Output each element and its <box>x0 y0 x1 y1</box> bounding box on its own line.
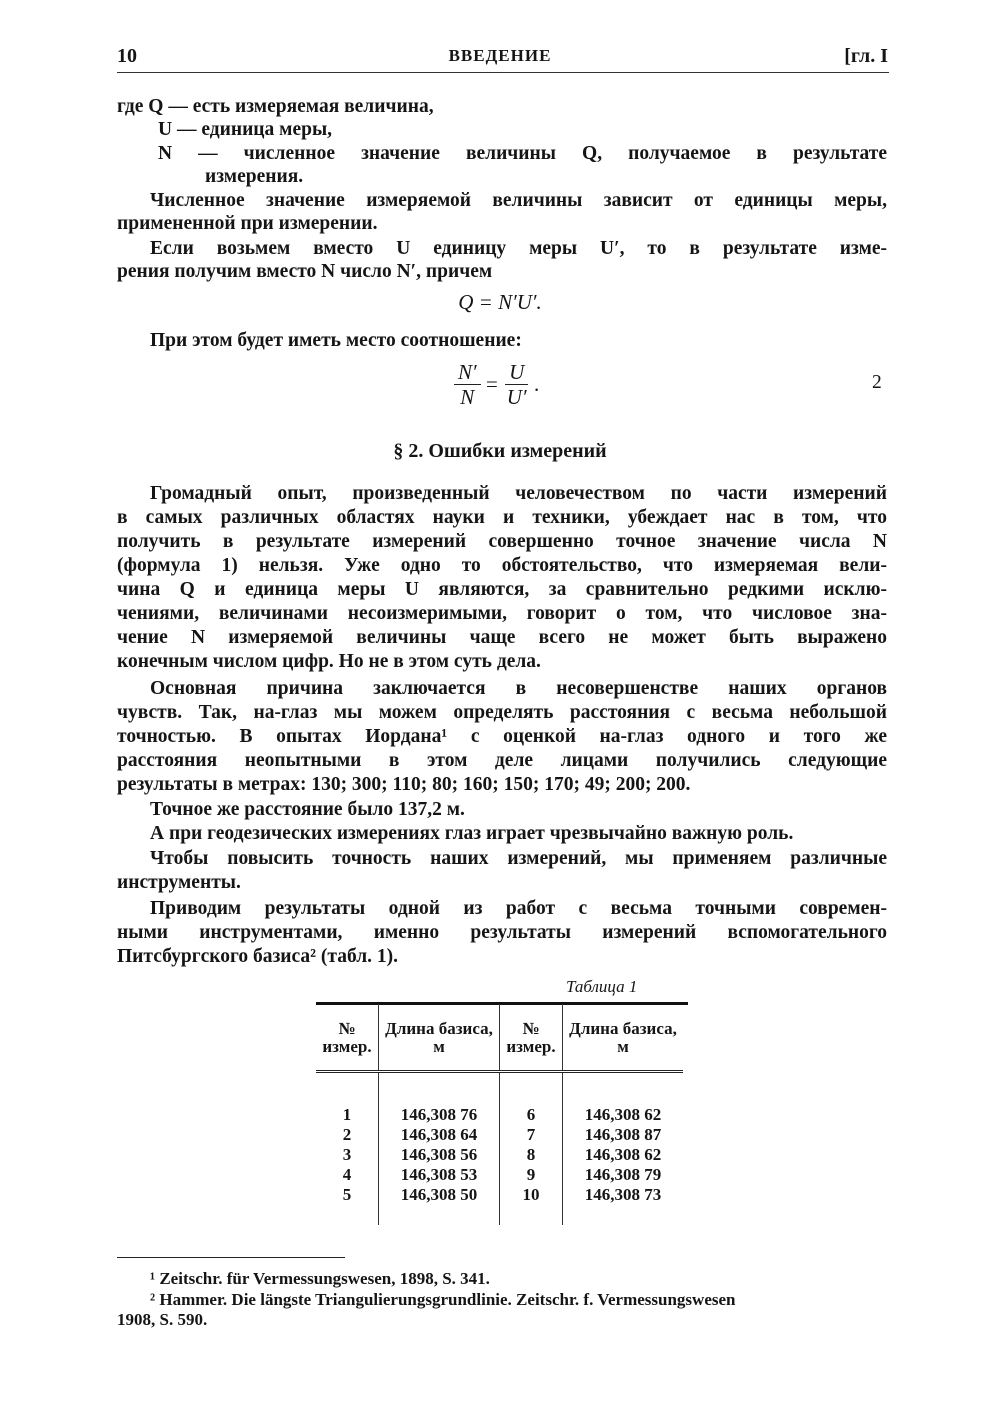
paragraph-line: (формула 1) нельзя. Уже одно то обстоятельство, что измеряемая вели- <box>117 555 887 576</box>
definition-n: N — численное значение величины Q, получаемое в результате <box>158 143 887 164</box>
paragraph-line: Основная причина заключается в несовершенстве наших органов <box>150 678 887 699</box>
column-header: Длина базиса, м <box>379 1004 500 1072</box>
table-cell: 6 7 8 9 10 <box>500 1072 563 1226</box>
chapter-label: [гл. I <box>844 45 888 67</box>
fraction-numerator: N′ <box>454 360 481 385</box>
formula-1: Q = N′U′. <box>458 290 542 314</box>
paragraph-line: результаты в метрах: 130; 300; 110; 80; 160; 150; 170; 49; 200; 200. <box>117 774 691 795</box>
fraction-numerator: U <box>505 360 528 385</box>
column-header: № измер. <box>316 1004 379 1072</box>
paragraph-line: Точное же расстояние было 137,2 м. <box>150 799 465 820</box>
paragraph-line: примененной при измерении. <box>117 213 378 234</box>
paragraph-line: А при геодезических измерениях глаз играет чрезвычайно важную роль. <box>150 823 794 844</box>
paragraph-line: расстояния неопытными в этом деле лицами получились следующие <box>117 750 887 771</box>
formula-end: . <box>534 372 540 396</box>
paragraph-line: инструменты. <box>117 872 241 893</box>
table-cell: 146,308 62 146,308 87 146,308 62 146,308 79 146,308 73 <box>584 1105 662 1204</box>
measurements-table <box>316 1004 683 1225</box>
paragraph-line: чениями, величинами несоизмеримыми, говорит о том, что числовое зна- <box>117 603 887 624</box>
formula-number: 2 <box>872 372 882 393</box>
equals-sign: = <box>484 372 499 396</box>
fraction-denominator: U′ <box>506 385 527 409</box>
section-title: § 2. Ошибки измерений <box>393 440 607 462</box>
paragraph-line: чение N измеряемой величины чаще всего не может быть выражено <box>117 627 887 648</box>
table-cell: 1 2 3 4 5 <box>316 1072 379 1226</box>
formula-2 <box>450 360 540 409</box>
definition-q: где Q — есть измеряемая величина, <box>117 96 434 117</box>
page-number: 10 <box>117 45 137 67</box>
column-header: № измер. <box>500 1004 563 1072</box>
paragraph-line: Громадный опыт, произведенный человечеством по части измерений <box>150 483 887 504</box>
table-cell: 146,308 76 146,308 64 146,308 56 146,308 53 146,308 50 <box>379 1072 500 1226</box>
paragraph-line: Если возьмем вместо U единицу меры U′, то в результате изме- <box>150 238 887 259</box>
fraction-denominator: N <box>460 385 475 409</box>
footnote-rule <box>117 1257 345 1258</box>
table-caption: Таблица 1 <box>566 977 638 996</box>
paragraph-line: конечным числом цифр. Но не в этом суть дела. <box>117 651 541 672</box>
paragraph-line: Приводим результаты одной из работ с весьма точными современ- <box>150 898 887 919</box>
header-rule <box>117 72 889 73</box>
paragraph-line: рения получим вместо N число N′, причем <box>117 261 493 282</box>
footnote-2-cont: 1908, S. 590. <box>117 1310 208 1329</box>
column-header: Длина базиса, м <box>569 1019 677 1056</box>
paragraph-line: чувств. Так, на-глаз мы можем определять расстояния с весьма небольшой <box>117 702 887 723</box>
paragraph-line: Питсбургского базиса² (табл. 1). <box>117 946 399 967</box>
paragraph-line: точностью. В опытах Иордана¹ с оценкой на-глаз одного и того же <box>117 726 887 747</box>
footnote-2: ² Hammer. Die längste Triangulierungsgrundlinie. Zeitschr. f. Vermessungswesen <box>150 1290 736 1309</box>
running-title: ВВЕДЕНИЕ <box>448 46 552 65</box>
footnote-1: ¹ Zeitschr. für Vermessungswesen, 1898, S. 341. <box>150 1269 490 1288</box>
paragraph-line: Численное значение измеряемой величины зависит от единицы меры, <box>150 190 887 211</box>
definition-n-cont: измерения. <box>205 166 304 187</box>
paragraph-line: При этом будет иметь место соотношение: <box>150 330 522 351</box>
paragraph-line: Чтобы повысить точность наших измерений, мы применяем различные <box>150 848 887 869</box>
paragraph-line: ными инструментами, именно результаты измерений вспомогательного <box>117 922 887 943</box>
definition-u: U — единица меры, <box>158 119 333 140</box>
paragraph-line: в самых различных областях науки и техники, убеждает нас в том, что <box>117 507 887 528</box>
paragraph-line: чина Q и единица меры U являются, за сравнительно редкими исклю- <box>117 579 887 600</box>
paragraph-line: получить в результате измерений совершенно точное значение числа N <box>117 531 887 552</box>
